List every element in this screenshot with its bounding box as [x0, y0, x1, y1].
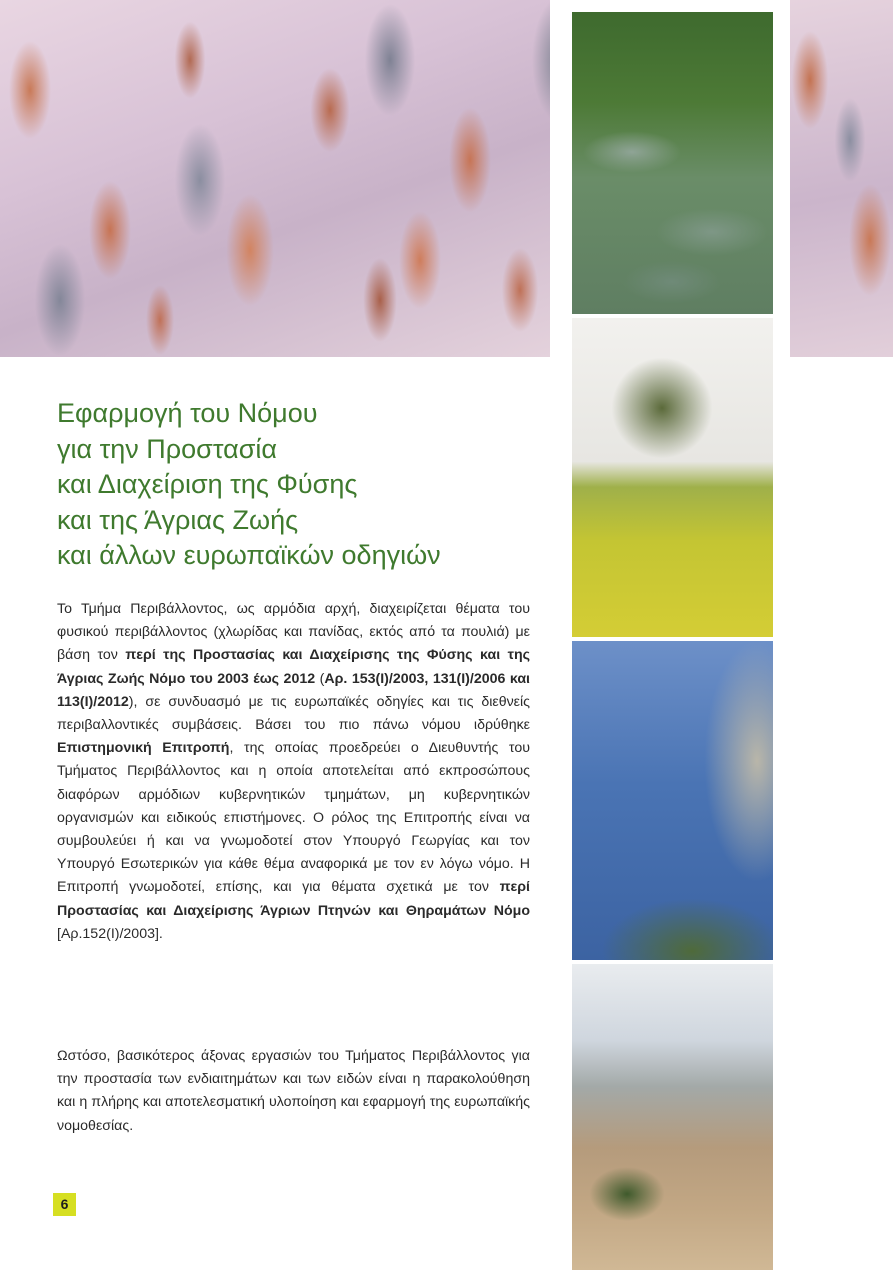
text-run: (: [319, 670, 325, 687]
law-number-bold: Αρ. 153(Ι)/2003, 131(Ι)/2006 και 113(Ι)/2012: [57, 670, 530, 710]
text-run: [Αρ.152(Ι)/2003].: [57, 925, 163, 942]
text-run: , της οποίας προεδρεύει ο Διευθυντής του Τμήματος Περιβάλλοντος και η οποία αποτελείται από εκπροσώπους διαφόρων αρμόδιων κυβερνητικών τμημάτων, μη κυβερνητικών οργανισμών και ειδικούς επιστήμονες. Ο ρόλος της Επιτροπής είναι να συμβουλεύει ή και να γνωμοδοτεί στον Υπουργό Γεωργίας και τον Υπουργό Εσωτερικών για κάθε θέμα αναφορικά με τον εν λόγω νόμο. Η Επιτροπή γνωμοδοτεί, επίσης, και για θέματα σχετικά με τον: [57, 740, 530, 896]
heading-line: και Διαχείριση της Φύσης: [57, 469, 358, 499]
bird-law-bold: περί Προστασίας και Διαχείρισης Άγριων Πτηνών και Θηραμάτων Νόμο: [57, 879, 530, 919]
heading-line: και άλλων ευρωπαϊκών οδηγιών: [57, 540, 441, 570]
snowy-forest-photo: [0, 0, 550, 357]
snowy-forest-photo-edge: [790, 0, 893, 357]
heading-line: και της Άγριας Ζωής: [57, 504, 299, 535]
body-paragraph-2: Ωστόσο, βασικότερος άξονας εργασιών του Τμήματος Περιβάλλοντος για την προστασία των ενδιαιτημάτων και των ειδών είναι η παρακολούθηση και η πλήρης και αποτελεσματική υλοποίηση και εφαρμογή της ευρωπαϊκής νομοθεσίας.: [57, 1048, 530, 1134]
coastal-cliff-photo: [572, 641, 773, 960]
page-heading: [57, 396, 557, 574]
body-paragraph-1: [57, 598, 530, 946]
law-name-bold: περί της Προστασίας και Διαχείρισης της Φύσης και της Άγριας Ζωής Νόμο του 2003 έως 2012: [57, 647, 531, 687]
valley-tree-photo: [572, 964, 773, 1270]
tree-meadow-photo: [572, 318, 773, 637]
text-run: ), σε συνδυασμό με τις ευρωπαϊκές οδηγίες και τις διεθνείς περιβαλλοντικές συμβάσεις. Βάσει του πιο πάνω νόμου ιδρύθηκε: [57, 693, 530, 734]
committee-bold: Επιστημονική Επιτροπή: [57, 740, 230, 757]
cedar-forest-photo: [572, 12, 773, 314]
page-number-badge: 6: [53, 1193, 76, 1216]
text-run: Το Τμήμα Περιβάλλοντος, ως αρμόδια αρχή, διαχειρίζεται θέματα του φυσικού περιβάλλοντος (χλωρίδας και πανίδας, εκτός από τα πουλιά) με βάση τον: [57, 601, 530, 664]
heading-line: για την Προστασία: [57, 433, 277, 464]
heading-line: Εφαρμογή του Νόμου: [57, 398, 318, 428]
